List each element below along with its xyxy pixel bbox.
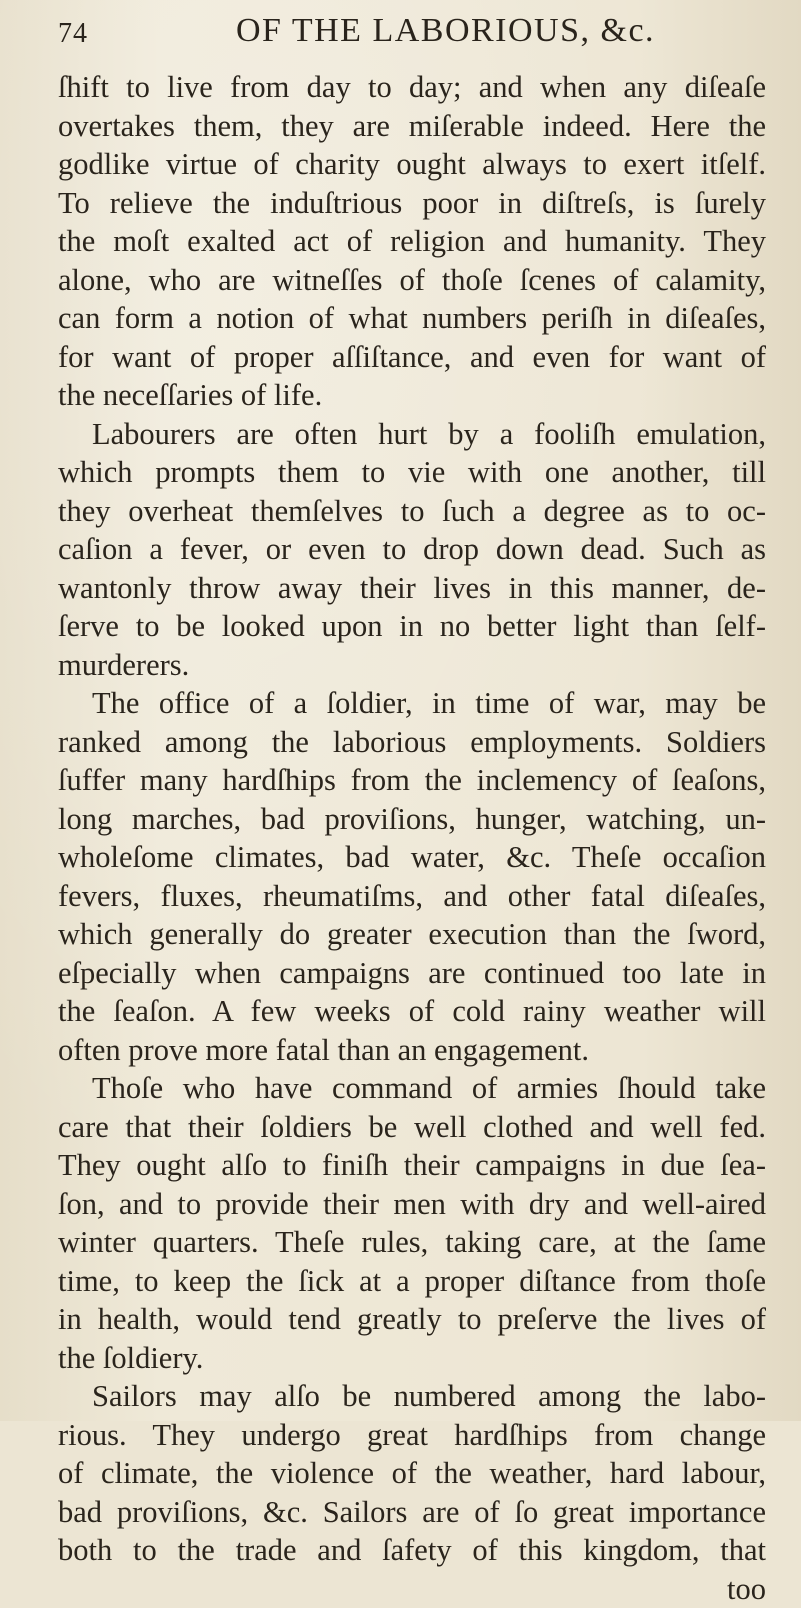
text-line: caſion a fever, or even to drop down dead. Such as [58,530,766,569]
text-line: the ſeaſon. A few weeks of cold rainy weather will [58,992,766,1031]
text-line: ſhift to live from day to day; and when any diſeaſe [58,68,766,107]
running-title: OF THE LABORIOUS, &c. [236,12,655,50]
text-line: fevers, fluxes, rheumatiſms, and other fatal diſeaſes, [58,877,766,916]
body-text [58,68,766,1608]
text-line: for want of proper aſſiſtance, and even for want of [58,338,766,377]
text-line: wantonly throw away their lives in this manner, de- [58,569,766,608]
text-line: bad proviſions, &c. Sailors are of ſo great importance [58,1493,766,1532]
text-line: eſpecially when campaigns are continued too late in [58,954,766,993]
text-line: rious. They undergo great hardſhips from change [58,1416,766,1455]
text-line: ſerve to be looked upon in no better light than ſelf- [58,607,766,646]
text-line: Thoſe who have command of armies ſhould take [58,1069,766,1108]
text-line: they overheat themſelves to ſuch a degree as to oc- [58,492,766,531]
text-line: The office of a ſoldier, in time of war, may be [58,684,766,723]
running-head [58,12,758,62]
text-line: murderers. [58,646,766,685]
text-line: the moſt exalted act of religion and humanity. They [58,222,766,261]
text-line: Sailors may alſo be numbered among the labo- [58,1377,766,1416]
text-line: ranked among the laborious employments. Soldiers [58,723,766,762]
text-line: of climate, the violence of the weather, hard labour, [58,1454,766,1493]
text-line: Labourers are often hurt by a fooliſh emulation, [58,415,766,454]
text-line: long marches, bad proviſions, hunger, watching, un- [58,800,766,839]
text-line: care that their ſoldiers be well clothed and well fed. [58,1108,766,1147]
text-line: overtakes them, they are miſerable indeed. Here the [58,107,766,146]
text-line: godlike virtue of charity ought always to exert itſelf. [58,145,766,184]
text-line: winter quarters. Theſe rules, taking care, at the ſame [58,1223,766,1262]
text-line: in health, would tend greatly to preſerve the lives of [58,1300,766,1339]
text-line: which generally do greater execution than the ſword, [58,915,766,954]
text-line: too [58,1570,766,1608]
text-line: To relieve the induſtrious poor in diſtreſs, is ſurely [58,184,766,223]
text-line: wholeſome climates, bad water, &c. Theſe occaſion [58,838,766,877]
text-line: They ought alſo to finiſh their campaigns in due ſea- [58,1146,766,1185]
text-line: the neceſſaries of life. [58,376,766,415]
text-line: both to the trade and ſafety of this kingdom, that [58,1531,766,1570]
text-line: ſon, and to provide their men with dry and well-aired [58,1185,766,1224]
text-line: often prove more fatal than an engagement. [58,1031,766,1070]
text-line: time, to keep the ſick at a proper diſtance from thoſe [58,1262,766,1301]
text-line: alone, who are witneſſes of thoſe ſcenes of calamity, [58,261,766,300]
text-line: which prompts them to vie with one another, till [58,453,766,492]
text-line: the ſoldiery. [58,1339,766,1378]
text-line: can form a notion of what numbers periſh in diſeaſes, [58,299,766,338]
page-number: 74 [58,18,88,50]
text-line: ſuffer many hardſhips from the inclemency of ſeaſons, [58,761,766,800]
